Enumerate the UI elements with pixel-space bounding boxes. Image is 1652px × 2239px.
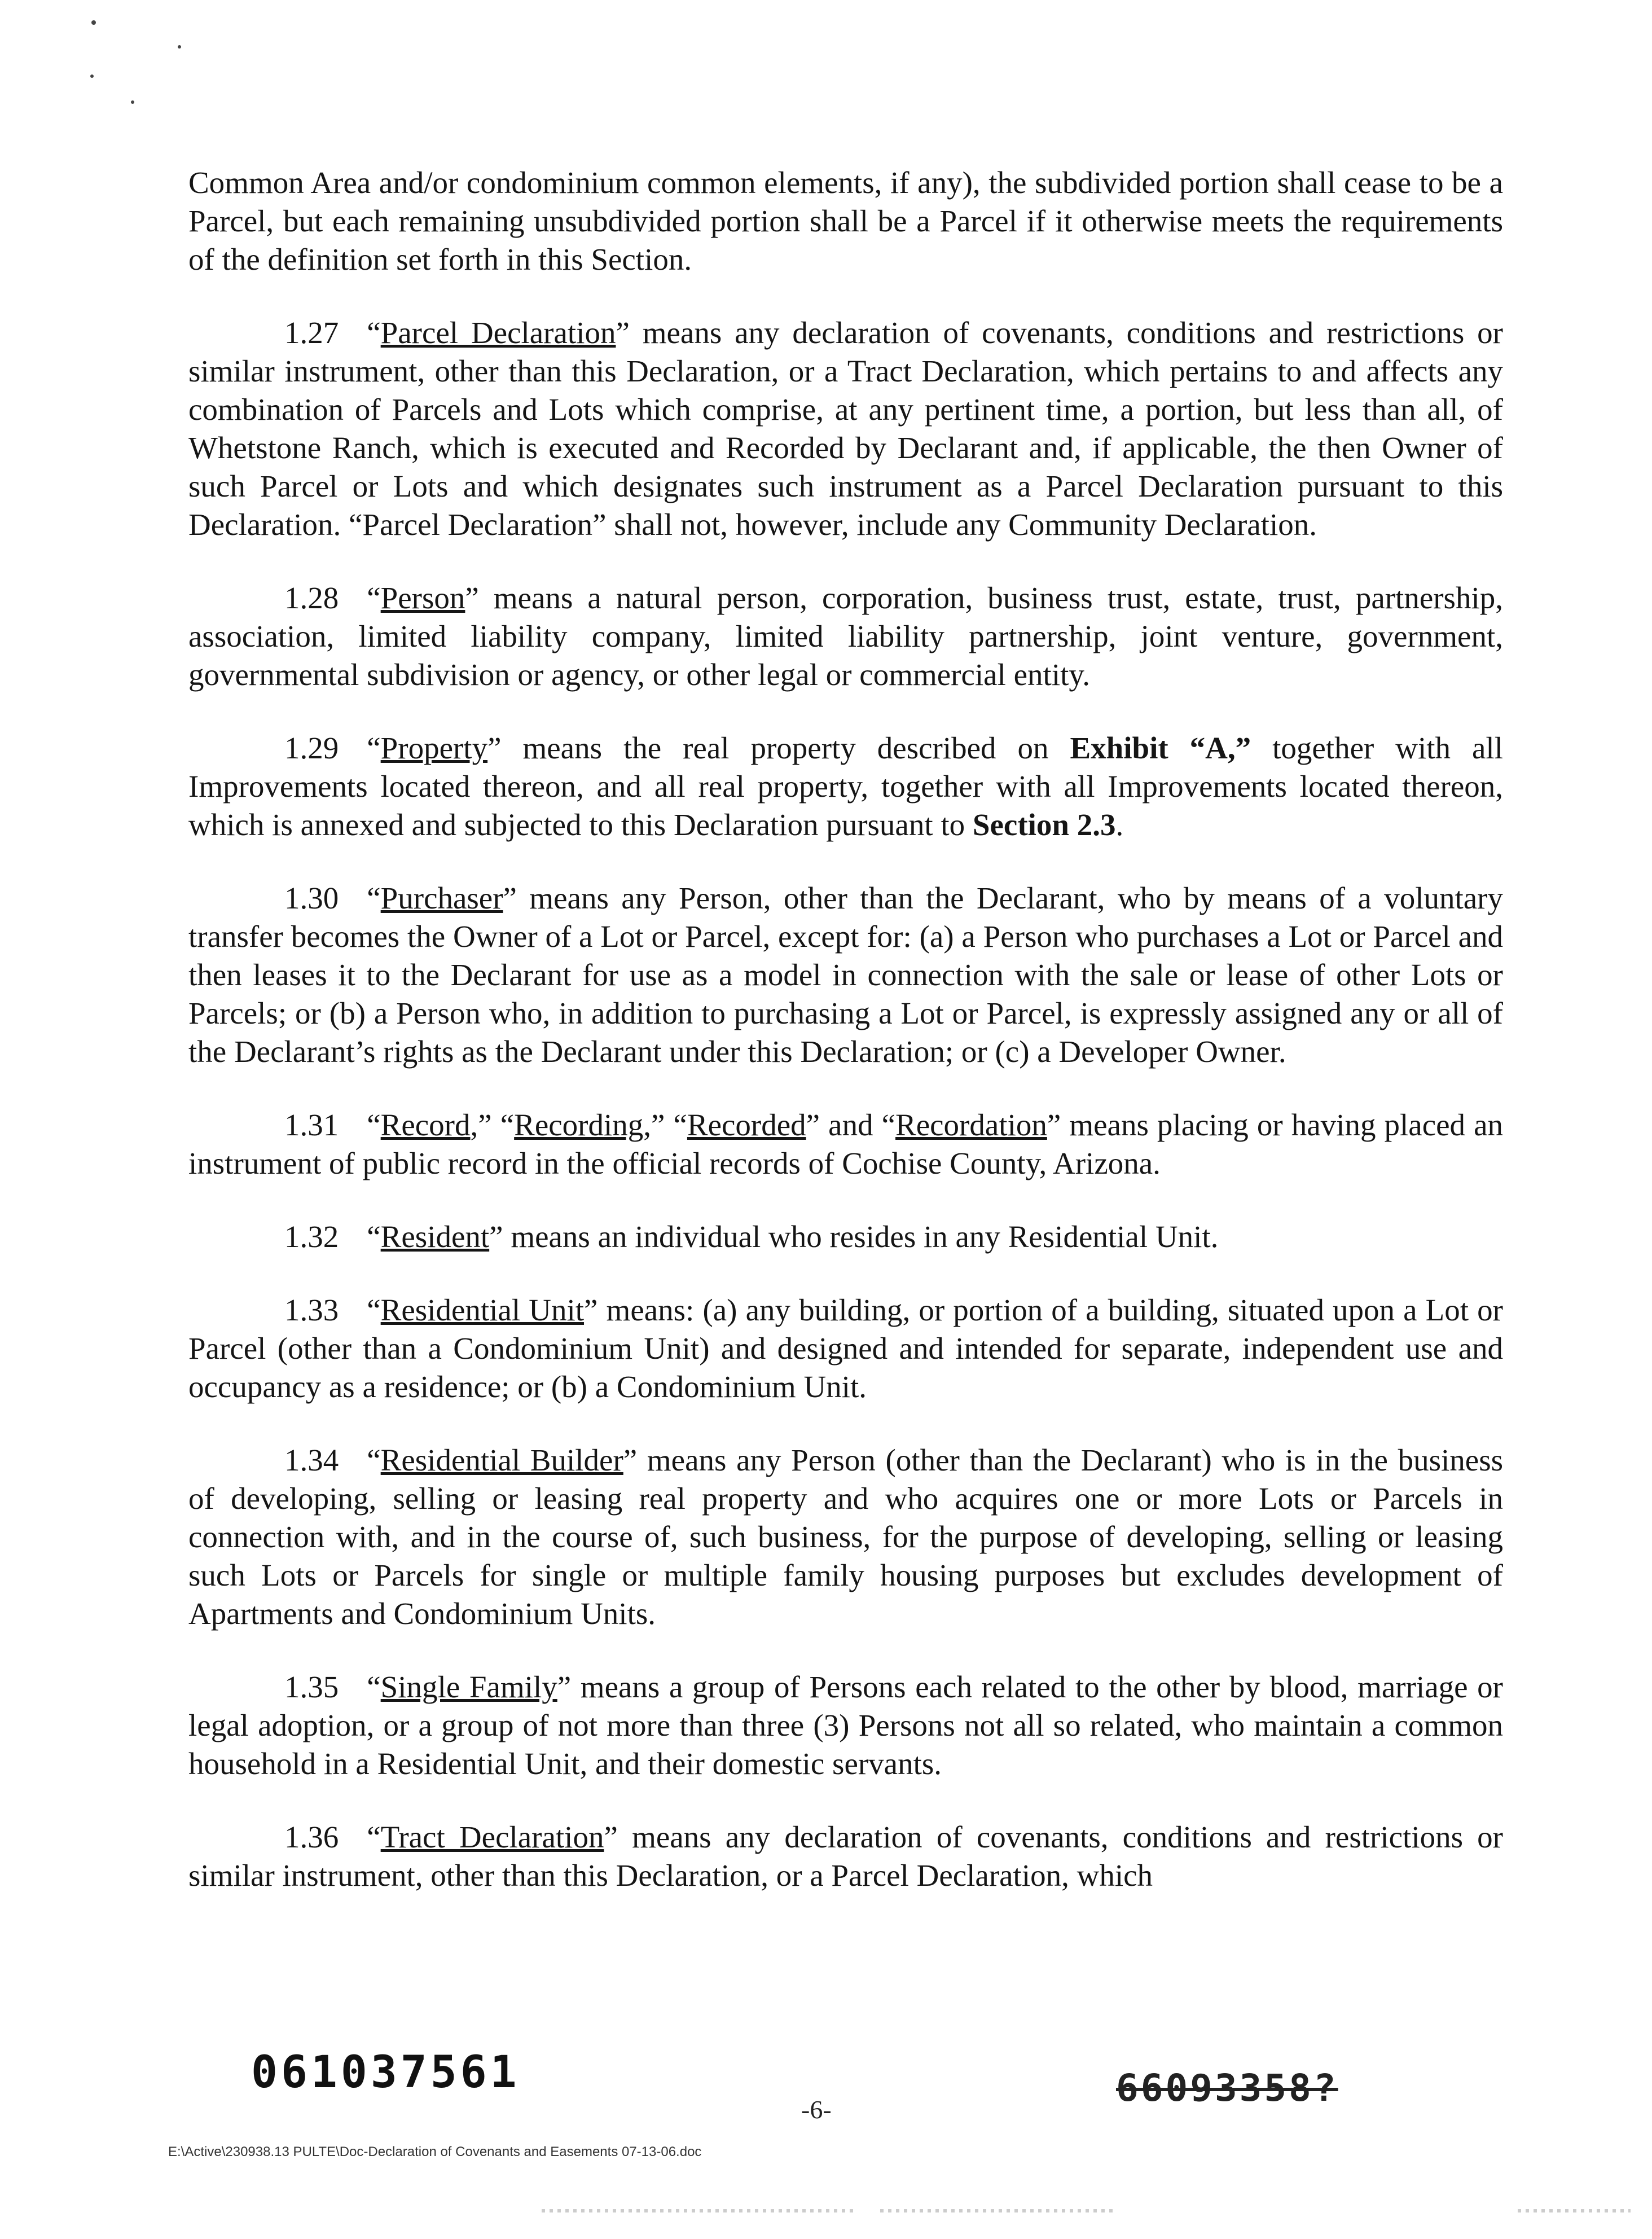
opening-paragraph: Common Area and/or condominium common elements, if any), the subdivided portion shall cease to be a Parcel, but each remaining unsubdivided portion shall be a Parcel if it otherwise meets the requirements of the definition set forth in this Section. [188,165,1503,276]
section-number: 1.36 [284,1820,339,1854]
scan-noise-middle [880,2209,1117,2212]
defined-term: Residential Unit [380,1293,585,1327]
defined-term: Person [380,581,465,615]
struck-through-number: 66093358? [1116,2066,1338,2110]
section-number: 1.33 [284,1293,339,1327]
definition-text: means any declaration of covenants, conditions and restrictions or similar instrument, other than this Declaration, or a Parcel Declaration, which [188,1820,1503,1893]
definition-text: means: (a) any building, or portion of a building, situated upon a Lot or Parcel (other than a Condominium Unit) and designed and intended for separate, independent use and occupancy as a residence; or (b) a Condominium Unit. [188,1293,1503,1404]
section-number: 1.30 [284,881,339,915]
definition-1-34: 1.34 “Residential Builder” means any Person (other than the Declarant) who is in the business of developing, selling or leasing real property and who acquires one or more Lots or Parcels in connection with, and in the course of, such business, for the purpose of developing, selling or leasing such Lots or Parcels for single or multiple family housing purposes but excludes development of Apartments and Condominium Units. [188,1443,1504,1631]
scan-noise-right [1518,2209,1631,2212]
definition-1-36: 1.36 “Tract Declaration” means any declaration of covenants, conditions and restrictions or similar instrument, other than this Declaration, or a Parcel Declaration, which [188,1820,1503,1893]
defined-term: Purchaser [380,881,503,915]
defined-term: Property [380,731,488,765]
exhibit-reference: Exhibit “A,” [1070,731,1251,765]
definition-1-27: 1.27 “Parcel Declaration” means any declaration of covenants, conditions and restrictions or similar instrument, other than this Declaration, or a Tract Declaration, which pertains to and affects any combination of Parcels and Lots which comprise, at any pertinent time, a portion, but less than all, of Whetstone Ranch, which is executed and Recorded by Declarant and, if applicable, the then Owner of such Parcel or Lots and which designates such instrument as a Parcel Declaration pursuant to this Declaration. “Parcel Declaration” shall not, however, include any Community Declaration. [188,315,1503,542]
definition-text: means a natural person, corporation, business trust, estate, trust, partnership, association, limited liability company, limited liability partnership, joint venture, government, governmental subdivision or agency, or other legal or commercial entity. [188,581,1503,692]
definition-1-31: 1.31 “Record,” “Recording,” “Recorded” and “Recordation” means placing or having placed an instrument of public record in the official records of Cochise County, Arizona. [188,1108,1504,1180]
definition-text: means any Person (other than the Declarant) who is in the business of developing, selling or leasing real property and who acquires one or more Lots or Parcels in connection with, and in the course of, such business, for the purpose of developing, selling or leasing such Lots or Parcels for single or multiple family housing purposes but excludes development of Apartments and Condominium Units. [188,1443,1504,1631]
defined-term: Tract Declaration [380,1820,604,1854]
file-path-footer: E:\Active\230938.13 PULTE\Doc-Declaration of Covenants and Easements 07-13-06.doc [168,2144,702,2159]
definition-1-29: 1.29 “Property” means the real property described on Exhibit “A,” together with all Improvements located thereon, and all real property, together with all Improvements located thereon, which is annexed and subjected to this Declaration pursuant to Section 2.3. [188,731,1503,842]
definition-1-35: 1.35 “Single Family” means a group of Persons each related to the other by blood, marriage or legal adoption, or a group of not more than three (3) Persons not all so related, who maintain a common household in a Residential Unit, and their domestic servants. [188,1670,1504,1781]
section-number: 1.35 [284,1670,339,1704]
definition-1-33: 1.33 “Residential Unit” means: (a) any building, or portion of a building, situated upon a Lot or Parcel (other than a Condominium Unit) and designed and intended for separate, independent use and occupancy as a residence; or (b) a Condominium Unit. [188,1293,1503,1404]
definition-text: means a group of Persons each related to the other by blood, marriage or legal adoption, or a group of not more than three (3) Persons not all so related, who maintain a common household in a Residential Unit, and their domestic servants. [188,1670,1504,1781]
section-number: 1.32 [284,1219,339,1254]
scan-noise-left [542,2209,858,2212]
page-number: -6- [801,2095,832,2124]
definition-text-continued: together with all Improvements located thereon, and all real property, together with all Improvements located thereon, which is annexed and subjected to this Declaration pursuant to [188,731,1503,842]
defined-term-recordation: Recordation [895,1108,1047,1142]
defined-term-record: Record [380,1108,471,1142]
recording-number: 061037561 [251,2047,520,2098]
section-number: 1.31 [284,1108,339,1142]
definition-text: means any Person, other than the Declarant, who by means of a voluntary transfer becomes the Owner of a Lot or Parcel, except for: (a) a Person who purchases a Lot or Parcel and then leases it to the Declarant for use as a model in connection with the sale or lease of other Lots or Parcels; or (b) a Person who, in addition to purchasing a Lot or Parcel, is expressly assigned any or all of the Declarant’s rights as the Declarant under this Declaration; or (c) a Developer Owner. [188,881,1503,1069]
definition-1-30: 1.30 “Purchaser” means any Person, other than the Declarant, who by means of a voluntary transfer becomes the Owner of a Lot or Parcel, except for: (a) a Person who purchases a Lot or Parcel and then leases it to the Declarant for use as a model in connection with the sale or lease of other Lots or Parcels; or (b) a Person who, in addition to purchasing a Lot or Parcel, is expressly assigned any or all of the Declarant’s rights as the Declarant under this Declaration; or (c) a Developer Owner. [188,881,1503,1069]
definition-1-32: 1.32 “Resident” means an individual who resides in any Residential Unit. [284,1219,1219,1254]
defined-term-recorded: Recorded [687,1108,806,1142]
section-reference: Section 2.3 [972,807,1116,842]
defined-term: Resident [380,1219,490,1254]
defined-term-recording: Recording [514,1108,644,1142]
definition-text: means an individual who resides in any Residential Unit. [503,1219,1219,1254]
defined-term: Parcel Declaration [380,315,616,350]
section-number: 1.34 [284,1443,339,1477]
document-body [188,164,1503,1895]
section-number: 1.28 [284,581,339,615]
section-number: 1.27 [284,315,339,350]
definition-1-28: 1.28 “Person” means a natural person, corporation, business trust, estate, trust, partnership, association, limited liability company, limited liability partnership, joint venture, government, governmental subdivision or agency, or other legal or commercial entity. [188,581,1503,692]
definition-text: means the real property described on [501,731,1070,765]
defined-term: Residential Builder [380,1443,623,1477]
defined-term: Single Family [380,1670,557,1704]
section-number: 1.29 [284,731,339,765]
definition-text: means any declaration of covenants, conditions and restrictions or similar instrument, other than this Declaration, or a Tract Declaration, which pertains to and affects any combination of Parcels and Lots which comprise, at any pertinent time, a portion, but less than all, of Whetstone Ranch, which is executed and Recorded by Declarant and, if applicable, the then Owner of such Parcel or Lots and which designates such instrument as a Parcel Declaration pursuant to this Declaration. “Parcel Declaration” shall not, however, include any Community Declaration. [188,315,1503,542]
definition-text-end: . [1115,807,1124,842]
definition-text: means placing or having placed an instrument of public record in the official records of Cochise County, Arizona. [188,1108,1504,1180]
